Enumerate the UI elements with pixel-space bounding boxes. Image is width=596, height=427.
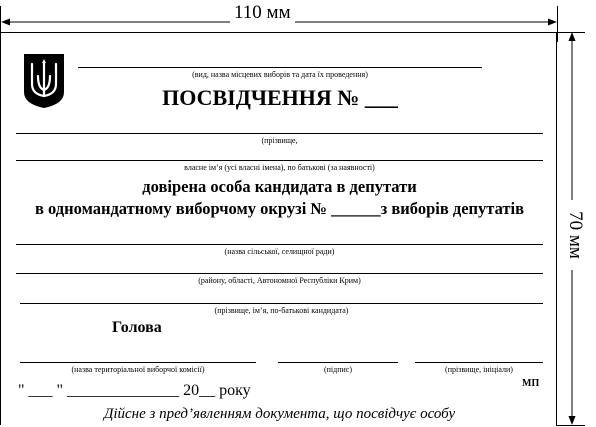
candidate-line	[20, 303, 543, 304]
election-type-note: (вид, назва місцевих виборів та дата їх проведення)	[192, 70, 368, 79]
election-type-line	[78, 67, 482, 68]
council-note: (назва сільської, селищної ради)	[224, 247, 335, 256]
candidate-note: (прізвище, ім’я, по-батькові кандидата)	[214, 306, 349, 315]
council-line	[16, 244, 543, 245]
role-line-2: в одномандатному виборчому окрузі № ______з виборів депутатів	[34, 199, 525, 218]
seal-label: МП	[522, 378, 540, 389]
initials-line	[415, 362, 543, 363]
height-dimension-label: 70 мм	[565, 200, 585, 270]
signature-note: (підпис)	[323, 365, 352, 374]
trident-emblem-icon	[22, 52, 66, 110]
page-title: ПОСВІДЧЕННЯ № ___	[162, 85, 398, 110]
date-line: " ___ " ______________ 20__ року	[18, 382, 251, 399]
surname-note: (прізвище,	[261, 136, 298, 145]
region-line	[16, 273, 543, 274]
surname-line	[16, 133, 543, 134]
signature-line	[278, 362, 398, 363]
commission-line	[20, 362, 256, 363]
role-line-1: довірена особа кандидата в депутати	[142, 177, 417, 196]
name-line	[16, 160, 543, 161]
name-note: власне ім’я (усі власні імена), по батькові (за наявності)	[184, 163, 375, 172]
region-note: (району, області, Автономної Республіки Крим)	[198, 276, 361, 285]
footer-note: Дійсне з пред’явленням документа, що посвідчує особу	[103, 406, 456, 422]
width-dimension-label: 110 мм	[230, 3, 295, 23]
commission-note: (назва територіальної виборчої комісії)	[71, 365, 205, 374]
chair-label: Голова	[112, 319, 162, 336]
initials-note: (прізвище, ініціали)	[445, 365, 513, 374]
